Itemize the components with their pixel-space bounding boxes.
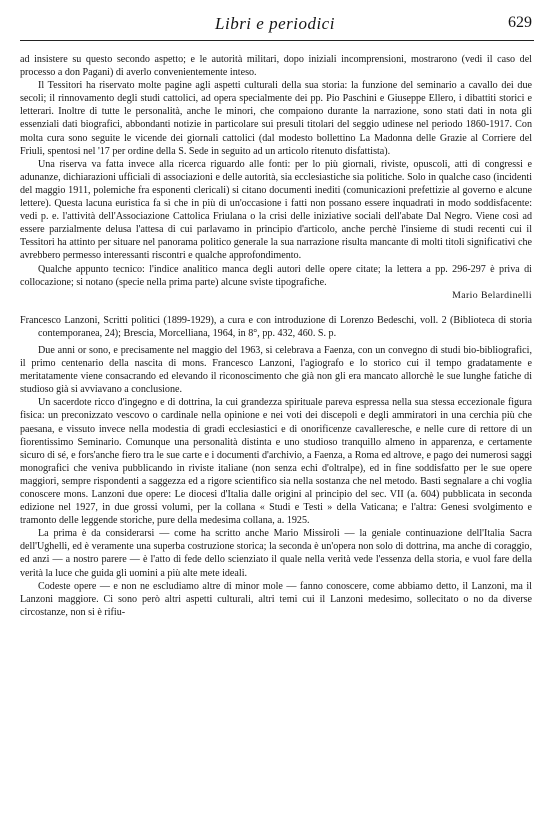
page-number: 629 — [508, 14, 532, 31]
header-rule — [20, 40, 534, 41]
paragraph: Qualche appunto tecnico: l'indice analitico manca degli autori delle opere citate; la lettera a pp. 296-297 è priva di collocazione; si notano (specie nella prima parte) alcune sviste tipografiche. — [20, 263, 532, 288]
review-belardinelli — [20, 53, 532, 302]
paragraph: Codeste opere — e non ne escludiamo altre di minor mole — fanno conoscere, come abbiamo detto, il Lanzoni, ma il Lanzoni maggiore. Ci sono però altri aspetti culturali, altri temi cui il Lanzoni medesimo, sollecitato o no da diverse circostanze, non si è rifiu- — [20, 580, 532, 618]
running-title: Libri e periodici — [215, 14, 335, 33]
paragraph: La prima è da considerarsi — come ha scritto anche Mario Missiroli — la geniale continuazione dell'Italia Sacra dell'Ughelli, ed è veramente una superba costruzione storica; la seconda è un'opera non solo di dottrina, ma anche di coraggio, ed anzi — a nostro parere — è l'atto di fede dello scienziato il quale nella verità vede l'essenza della storia, e vuol fare della verità la luce che guida gli uomini a più alte mete ideali. — [20, 528, 532, 579]
paragraph: Un sacerdote ricco d'ingegno e di dottrina, la cui grandezza spirituale pareva espressa nella sua stessa eccezionale figura fisica: un preconizzato vescovo o cardinale nella opinione e nei voti dei discepoli e degli ammiratori in una cerchia più che paesana, e vissuto invece nella modestia di gradi ecclesiastici e di onorificenze cavalleresche, e nelle cure di rettore di un fiorentissimo Seminario. Comunque una personalità distinta e uno studioso tranquillo almeno in apparenza, e certamente sicuro di sé, e fors'anche fiero tra le sue carte e i documenti d'archivio, a Faenza, a Roma ed altrove, e pago dei numerosi saggi monografici che veniva pubblicando in riviste italiane (non senza echi d'oltralpe), ed in fine soddisfatto per le sue opere maggiori, sempre rispondenti a saggezza ed a rigore scientifico sia nella sostanza che nel metodo. Basti segnalare a chi voglia conoscere mons. Lanzoni due opere: Le diocesi d'Italia dalle origini al principio del sec. VII (a. 604) pubblicata in seconda edizione nel 1927, in due grossi volumi, per la collana « Studi e Testi » della Vaticana; e l'altra: Genesi svolgimento e tramonto delle leggende storiche, pure della medesima collana, a. 1925. — [20, 397, 532, 527]
paragraph: Una riserva va fatta invece alla ricerca riguardo alle fonti: per lo più giornali, riviste, opuscoli, atti di congressi e adunanze, dichiarazioni ufficiali di associazioni e delle autorità, sia ecclesiastiche sia politiche. Solo in qualche caso (incidenti del maggio 1911, polemiche fra esponenti clericali) si citano documenti inediti (comunicazioni prefettizie al governo e alcune lettere). Questa lacuna euristica fa sì che in più di un'occasione i fatti non possano essere inquadrati in modo soddisfacente: vedi p. e. l'attività dell'Associazione Cattolica Friulana o la crisi delle iniziative sociali dell'abate Dal Negro. Viene così ad essere parzialmente delusa l'attesa di cui parlavamo in principio d'articolo, anche perchè l'insieme di studi recenti cui il Tessitori ha attinto per situare nel panorama politico generale la sua narrazione risulta mancante di molti titoli significativi che avrebbero permesso interessanti riscontri e qualche approfondimento. — [20, 158, 532, 262]
paragraph: Il Tessitori ha riservato molte pagine agli aspetti culturali della sua storia: la funzione del seminario a cavallo dei due secoli; il rinnovamento degli studi cattolici, ad opera specialmente dei pp. Pio Paschini e Giuseppe Ellero, i dibattiti storici e letterari. Inoltre di tutte le personalità, anche le minori, che compaiono durante la narrazione, sono stati dati in nota gli essenziali dati biografici, abbondanti notizie in particolare sui presuli titolari del seggio udinese nel periodo 1860-1917. Con molta cura sono seguite le vicende dei giornali cattolici (dal modesto bollettino La Madonna delle Grazie al Corriere del Friuli, spentosi nel '17 per ordine della S. Sede in seguito ad un articolo ritenuto disfattista). — [20, 80, 532, 157]
reviewer-signature: Mario Belardinelli — [452, 289, 532, 301]
bibliographic-entry: Francesco Lanzoni, Scritti politici (1899-1929), a cura e con introduzione di Lorenzo Bedeschi, voll. 2 (Biblioteca di storia contemporanea, 24); Brescia, Morcelliana, 1964, in 8°, pp. 432, 460. S. p. — [20, 314, 532, 339]
page-body — [20, 53, 532, 619]
page-header — [0, 0, 550, 52]
paragraph: ad insistere su questo secondo aspetto; e le autorità militari, dopo iniziali incomprensioni, mostrarono (vedi il caso del processo a don Pagani) di averlo convenientemente inteso. — [20, 54, 532, 79]
review-lanzoni — [20, 314, 532, 619]
paragraph: Due anni or sono, e precisamente nel maggio del 1963, si celebrava a Faenza, con un convegno di studi bio-bibliografici, il primo centenario della nascita di mons. Francesco Lanzoni, l'agiografo e lo storico cui il tempo gradatamente e meritatamente viene consacrando ed elevando il riconoscimento che già non gli era mancato allorchè le sue lunghe fatiche di studioso già si avviavano a conclusione. — [20, 344, 532, 396]
section-gap — [20, 302, 532, 314]
